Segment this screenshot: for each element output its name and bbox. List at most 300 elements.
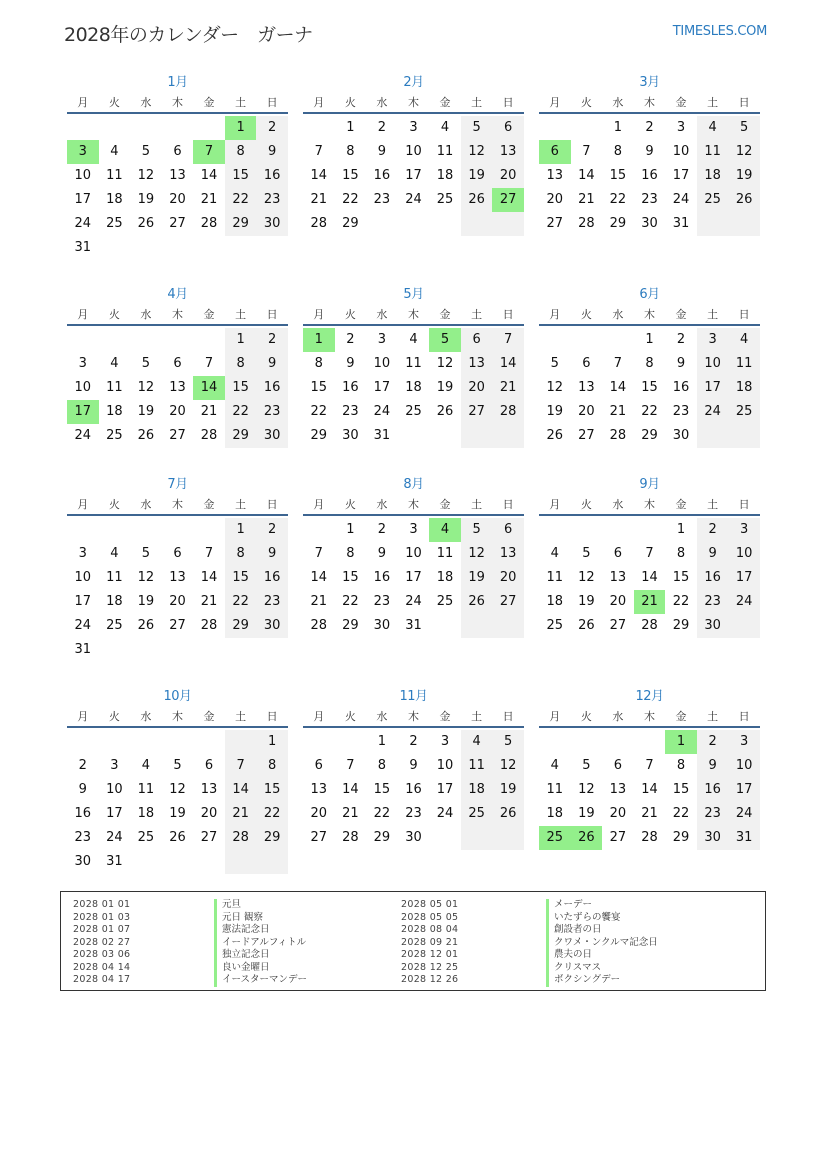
day-cell: 2 <box>346 332 355 347</box>
day-cell: 23 <box>672 404 690 419</box>
day-cell: 22 <box>609 192 627 207</box>
day-cell: 17 <box>373 380 391 395</box>
day-cell: 24 <box>405 594 422 609</box>
day-cell: 4 <box>440 120 450 135</box>
day-cell: 9 <box>697 542 729 566</box>
day-cell: 23 <box>641 192 658 207</box>
holiday-name: 元日 観察 <box>214 912 307 925</box>
day-cell: 8 <box>676 758 686 773</box>
empty-cell <box>162 116 194 140</box>
day-grid <box>67 326 288 448</box>
day-cell: 26 <box>461 188 493 212</box>
weekday-label: 水 <box>612 96 624 109</box>
day-cell: 25 <box>728 400 760 424</box>
day-cell: 15 <box>342 570 359 585</box>
weekday-label: 水 <box>140 498 152 511</box>
month-calendar <box>539 74 760 236</box>
day-cell: 31 <box>672 216 690 231</box>
day-cell: 29 <box>225 614 257 638</box>
empty-cell <box>728 212 760 236</box>
day-cell: 9 <box>409 758 418 773</box>
day-cell: 25 <box>697 188 729 212</box>
day-cell: 22 <box>342 192 359 207</box>
day-cell: 29 <box>225 212 257 236</box>
day-cell: 11 <box>436 144 454 159</box>
day-cell: 4 <box>728 328 760 352</box>
day-cell: 19 <box>492 778 524 802</box>
weekday-label: 日 <box>266 498 278 511</box>
weekday-label: 水 <box>376 498 388 511</box>
day-cell: 2 <box>377 120 387 135</box>
day-cell: 13 <box>461 352 493 376</box>
day-cell: 22 <box>310 404 328 419</box>
day-cell: 19 <box>137 404 155 419</box>
day-cell: 18 <box>697 164 729 188</box>
weekday-label: 火 <box>108 96 120 109</box>
day-cell: 2 <box>78 758 87 773</box>
day-cell: 6 <box>492 518 524 542</box>
day-cell: 29 <box>256 826 288 850</box>
day-cell: 3 <box>377 332 387 347</box>
day-cell: 21 <box>641 806 658 821</box>
day-cell: 15 <box>672 570 690 585</box>
empty-cell <box>162 236 194 260</box>
day-cell: 24 <box>672 192 690 207</box>
day-cell: 20 <box>310 806 328 821</box>
holiday-date: 2028 04 17 <box>73 974 131 985</box>
day-cell: 28 <box>200 428 218 443</box>
day-cell: 1 <box>225 328 257 352</box>
empty-cell <box>602 730 634 754</box>
month-name: 2月 <box>403 75 424 90</box>
empty-cell <box>256 638 288 662</box>
day-cell: 30 <box>405 830 422 845</box>
holiday-name: ボクシングデー <box>546 974 658 987</box>
holiday-date: 2028 08 04 <box>401 924 459 935</box>
day-cell: 20 <box>492 164 524 188</box>
day-cell: 30 <box>256 614 288 638</box>
day-cell: 27 <box>169 618 186 633</box>
day-cell: 1 <box>225 518 257 542</box>
day-cell: 21 <box>578 192 595 207</box>
day-cell: 18 <box>436 570 454 585</box>
day-cell: 30 <box>74 854 92 869</box>
day-cell: 14 <box>342 782 359 797</box>
day-cell: 27 <box>169 216 186 231</box>
day-cell: 5 <box>728 116 760 140</box>
day-cell: 11 <box>106 380 123 395</box>
day-cell: 17 <box>436 782 454 797</box>
day-cell: 31 <box>405 618 422 633</box>
day-cell: 7 <box>314 144 323 159</box>
day-cell: 6 <box>173 144 182 159</box>
empty-cell <box>99 518 131 542</box>
day-cell: 1 <box>346 522 355 537</box>
holiday-names-right <box>546 899 658 987</box>
day-cell: 10 <box>106 782 123 797</box>
empty-cell <box>492 826 524 850</box>
day-cell: 24 <box>106 830 123 845</box>
day-cell: 21 <box>492 376 524 400</box>
weekday-label: 火 <box>344 308 356 321</box>
day-cell: 24 <box>74 216 92 231</box>
day-cell: 20 <box>200 806 218 821</box>
empty-cell <box>429 212 461 236</box>
day-cell: 28 <box>492 400 524 424</box>
day-cell: 30 <box>697 826 729 850</box>
day-cell: 7 <box>582 144 591 159</box>
day-cell: 23 <box>405 806 422 821</box>
weekday-label: 金 <box>203 308 215 321</box>
day-cell: 3 <box>697 328 729 352</box>
day-cell: 19 <box>578 594 595 609</box>
day-cell: 7 <box>492 328 524 352</box>
empty-cell <box>303 518 335 542</box>
day-cell: 28 <box>342 830 359 845</box>
day-cell: 7 <box>193 140 225 164</box>
day-cell: 3 <box>110 758 119 773</box>
holiday-date: 2028 05 01 <box>401 899 459 910</box>
day-cell: 10 <box>74 570 92 585</box>
holiday-date: 2028 01 07 <box>73 924 131 935</box>
day-cell: 6 <box>582 356 591 371</box>
weekday-header <box>539 96 760 114</box>
day-cell: 24 <box>728 590 760 614</box>
empty-cell <box>67 518 99 542</box>
empty-cell <box>571 730 603 754</box>
day-cell: 26 <box>461 590 493 614</box>
page-title: 2028年のカレンダー ガーナ <box>64 24 313 46</box>
month-name: 3月 <box>639 75 660 90</box>
weekday-label: 木 <box>171 710 183 723</box>
empty-cell <box>398 212 430 236</box>
weekday-label: 金 <box>439 498 451 511</box>
holiday-name: メーデー <box>546 899 658 912</box>
weekday-label: 日 <box>266 308 278 321</box>
day-cell: 9 <box>256 542 288 566</box>
day-cell: 9 <box>256 352 288 376</box>
holiday-date: 2028 09 21 <box>401 936 459 948</box>
weekday-label: 火 <box>108 498 120 511</box>
day-cell: 22 <box>641 404 658 419</box>
weekday-label: 火 <box>344 96 356 109</box>
day-cell: 7 <box>204 546 214 561</box>
empty-cell <box>225 850 257 874</box>
empty-cell <box>130 518 162 542</box>
weekday-label: 土 <box>707 498 719 511</box>
day-cell: 18 <box>405 380 422 395</box>
day-cell: 1 <box>225 116 257 140</box>
weekday-label: 土 <box>471 498 483 511</box>
holiday-name: イースターマンデー <box>214 974 307 987</box>
day-grid <box>539 114 760 236</box>
weekday-label: 水 <box>376 96 388 109</box>
day-cell: 24 <box>74 618 92 633</box>
day-cell: 9 <box>676 356 686 371</box>
day-grid <box>67 516 288 662</box>
empty-cell <box>461 826 493 850</box>
day-cell: 17 <box>728 566 760 590</box>
day-cell: 27 <box>578 428 595 443</box>
weekday-header <box>539 498 760 516</box>
weekday-label: 金 <box>439 710 451 723</box>
holiday-names-left <box>214 899 307 987</box>
day-cell: 6 <box>204 758 214 773</box>
day-cell: 6 <box>613 758 623 773</box>
day-cell: 5 <box>141 144 151 159</box>
holiday-date: 2028 04 14 <box>73 961 131 973</box>
day-cell: 18 <box>106 192 123 207</box>
day-cell: 21 <box>200 404 218 419</box>
day-cell: 17 <box>405 570 422 585</box>
day-cell: 23 <box>74 830 92 845</box>
day-cell: 25 <box>539 826 571 850</box>
day-cell: 8 <box>256 754 288 778</box>
day-cell: 12 <box>137 168 155 183</box>
day-cell: 23 <box>373 594 391 609</box>
day-cell: 11 <box>546 782 564 797</box>
day-cell: 21 <box>310 594 328 609</box>
day-cell: 22 <box>225 400 257 424</box>
day-cell: 11 <box>137 782 155 797</box>
day-cell: 21 <box>225 802 257 826</box>
empty-cell <box>99 328 131 352</box>
weekday-label: 金 <box>203 498 215 511</box>
month-calendar <box>67 688 288 874</box>
holiday-name: クリスマス <box>546 962 658 975</box>
day-cell: 7 <box>346 758 355 773</box>
day-cell: 28 <box>200 618 218 633</box>
day-cell: 6 <box>173 356 182 371</box>
empty-cell <box>67 730 99 754</box>
day-cell: 20 <box>578 404 595 419</box>
weekday-label: 金 <box>439 308 451 321</box>
day-cell: 4 <box>141 758 151 773</box>
day-cell: 15 <box>342 168 359 183</box>
day-grid <box>303 728 524 850</box>
day-cell: 1 <box>665 730 697 754</box>
holiday-name: 憲法記念日 <box>214 924 307 937</box>
weekday-header <box>303 710 524 728</box>
weekday-label: 土 <box>471 710 483 723</box>
day-grid <box>539 728 760 850</box>
day-cell: 29 <box>672 618 690 633</box>
day-cell: 18 <box>106 594 123 609</box>
day-cell: 8 <box>314 356 323 371</box>
day-cell: 27 <box>169 428 186 443</box>
month-calendar <box>67 286 288 448</box>
empty-cell <box>225 730 257 754</box>
day-cell: 27 <box>200 830 218 845</box>
weekday-label: 金 <box>675 710 687 723</box>
day-cell: 19 <box>546 404 564 419</box>
weekday-label: 土 <box>235 710 247 723</box>
day-cell: 11 <box>405 356 422 371</box>
empty-cell <box>162 850 194 874</box>
day-cell: 2 <box>256 116 288 140</box>
day-cell: 10 <box>405 144 422 159</box>
day-cell: 7 <box>225 754 257 778</box>
day-cell: 12 <box>137 570 155 585</box>
weekday-label: 月 <box>77 308 89 321</box>
weekday-label: 火 <box>344 710 356 723</box>
day-cell: 15 <box>373 782 391 797</box>
day-cell: 24 <box>373 404 391 419</box>
day-cell: 27 <box>310 830 328 845</box>
day-cell: 21 <box>342 806 359 821</box>
day-cell: 16 <box>342 380 359 395</box>
day-cell: 11 <box>728 352 760 376</box>
day-cell: 22 <box>256 802 288 826</box>
weekday-label: 木 <box>407 710 419 723</box>
day-cell: 18 <box>106 404 123 419</box>
day-cell: 10 <box>405 546 422 561</box>
weekday-label: 月 <box>549 96 561 109</box>
empty-cell <box>225 236 257 260</box>
weekday-label: 日 <box>738 96 750 109</box>
weekday-label: 火 <box>344 498 356 511</box>
day-cell: 3 <box>409 120 418 135</box>
day-cell: 11 <box>106 570 123 585</box>
day-grid <box>303 516 524 638</box>
day-cell: 3 <box>676 120 686 135</box>
holiday-name: イードアルフィトル <box>214 937 307 950</box>
day-cell: 19 <box>578 806 595 821</box>
day-cell: 5 <box>461 116 493 140</box>
weekday-header <box>539 308 760 326</box>
day-cell: 16 <box>256 566 288 590</box>
weekday-header <box>539 710 760 728</box>
day-cell: 25 <box>137 830 155 845</box>
day-cell: 3 <box>67 140 99 164</box>
day-cell: 26 <box>578 618 595 633</box>
day-cell: 26 <box>571 826 603 850</box>
day-cell: 18 <box>546 594 564 609</box>
day-cell: 5 <box>582 546 591 561</box>
day-cell: 24 <box>436 806 454 821</box>
day-cell: 10 <box>74 380 92 395</box>
day-cell: 14 <box>200 168 218 183</box>
weekday-label: 月 <box>77 96 89 109</box>
site-link[interactable]: TIMESLES.COM <box>672 24 767 39</box>
weekday-label: 水 <box>140 96 152 109</box>
weekday-label: 木 <box>643 710 655 723</box>
day-cell: 6 <box>613 546 623 561</box>
month-calendar <box>67 476 288 662</box>
empty-cell <box>539 730 571 754</box>
day-cell: 18 <box>436 168 454 183</box>
empty-cell <box>162 328 194 352</box>
day-cell: 25 <box>436 594 454 609</box>
day-cell: 1 <box>303 328 335 352</box>
day-cell: 17 <box>405 168 422 183</box>
weekday-label: 月 <box>77 498 89 511</box>
day-cell: 10 <box>697 352 729 376</box>
weekday-label: 月 <box>549 308 561 321</box>
weekday-label: 月 <box>313 308 325 321</box>
empty-cell <box>99 730 131 754</box>
day-cell: 3 <box>78 546 87 561</box>
day-cell: 27 <box>492 590 524 614</box>
weekday-label: 水 <box>376 308 388 321</box>
holiday-dates-right <box>401 899 458 987</box>
month-calendar <box>303 476 524 638</box>
day-cell: 13 <box>492 542 524 566</box>
weekday-label: 日 <box>266 710 278 723</box>
day-cell: 28 <box>225 826 257 850</box>
day-cell: 12 <box>578 782 595 797</box>
day-cell: 11 <box>546 570 564 585</box>
day-cell: 14 <box>310 570 328 585</box>
empty-cell <box>193 850 225 874</box>
day-cell: 31 <box>728 826 760 850</box>
day-cell: 12 <box>169 782 186 797</box>
month-calendar <box>539 286 760 448</box>
day-cell: 17 <box>74 192 92 207</box>
day-cell: 26 <box>137 618 155 633</box>
day-cell: 22 <box>672 806 690 821</box>
day-cell: 16 <box>641 168 658 183</box>
weekday-label: 日 <box>266 96 278 109</box>
day-cell: 20 <box>461 376 493 400</box>
day-cell: 26 <box>137 216 155 231</box>
day-cell: 21 <box>200 192 218 207</box>
day-cell: 17 <box>728 778 760 802</box>
empty-cell <box>130 850 162 874</box>
weekday-label: 火 <box>580 96 592 109</box>
holiday-date: 2028 05 05 <box>401 911 459 923</box>
day-cell: 21 <box>310 192 328 207</box>
day-cell: 1 <box>645 332 654 347</box>
weekday-label: 土 <box>471 96 483 109</box>
day-cell: 1 <box>676 522 686 537</box>
holiday-date: 2028 01 01 <box>73 899 131 910</box>
day-cell: 9 <box>645 144 654 159</box>
weekday-label: 水 <box>612 308 624 321</box>
day-cell: 16 <box>373 570 391 585</box>
day-cell: 4 <box>550 758 559 773</box>
day-cell: 9 <box>78 782 87 797</box>
month-calendar <box>303 74 524 236</box>
weekday-label: 金 <box>203 710 215 723</box>
day-cell: 14 <box>225 778 257 802</box>
day-cell: 4 <box>550 546 559 561</box>
weekday-label: 金 <box>439 96 451 109</box>
empty-cell <box>162 638 194 662</box>
day-cell: 12 <box>728 140 760 164</box>
day-cell: 30 <box>373 618 391 633</box>
day-cell: 20 <box>609 594 627 609</box>
day-cell: 6 <box>492 116 524 140</box>
empty-cell <box>366 212 398 236</box>
empty-cell <box>303 730 335 754</box>
day-cell: 10 <box>672 144 690 159</box>
day-cell: 14 <box>310 168 328 183</box>
day-cell: 19 <box>169 806 186 821</box>
holiday-name: 良い金曜日 <box>214 962 307 975</box>
empty-cell <box>728 614 760 638</box>
day-cell: 8 <box>225 352 257 376</box>
day-cell: 26 <box>546 428 564 443</box>
day-cell: 28 <box>609 428 627 443</box>
day-cell: 9 <box>346 356 355 371</box>
day-cell: 11 <box>106 168 123 183</box>
day-cell: 7 <box>314 546 323 561</box>
empty-cell <box>492 424 524 448</box>
empty-cell <box>67 328 99 352</box>
holiday-name: 創設者の日 <box>546 924 658 937</box>
day-cell: 25 <box>106 428 123 443</box>
